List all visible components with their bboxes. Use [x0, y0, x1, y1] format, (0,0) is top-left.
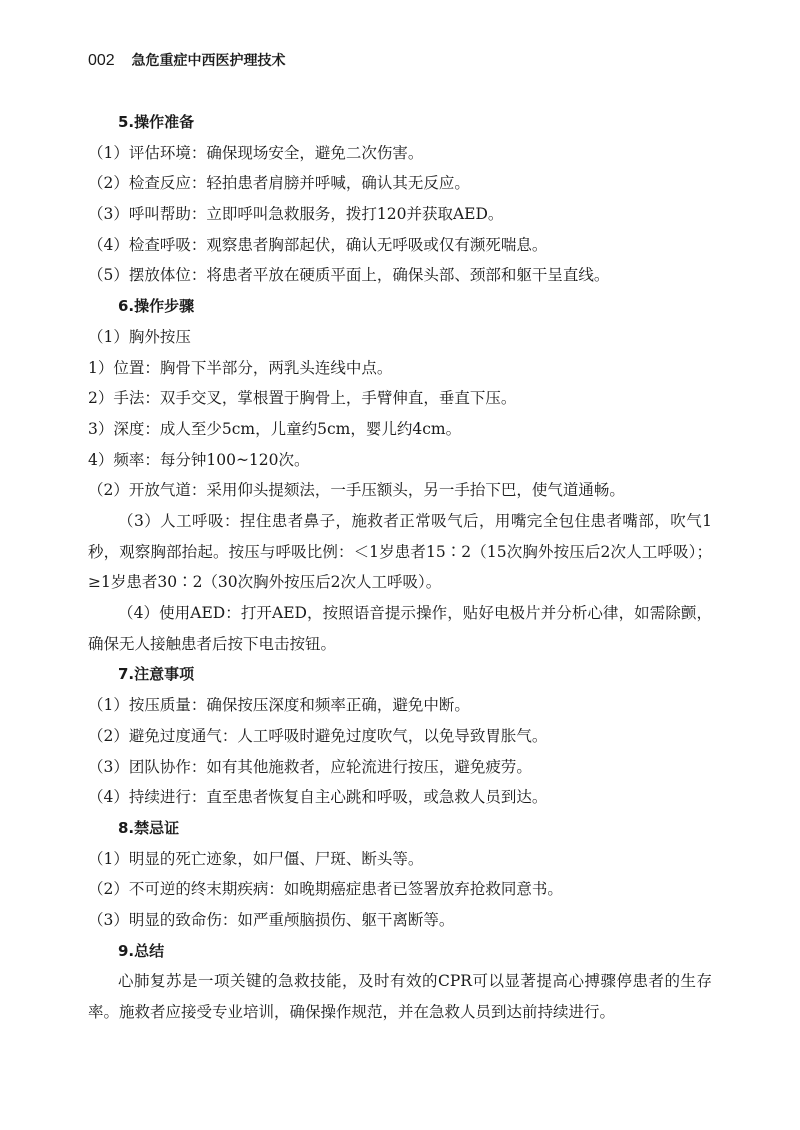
section-heading: 7.注意事项: [118, 665, 195, 684]
section-heading: 5.操作准备: [118, 113, 195, 131]
section-heading: 8.禁忌证: [118, 818, 180, 837]
paragraph: （4）使用AED：打开AED，按照语音提示操作，贴好电极片并分析心律，如需除颤，确保无人接触患者后按下电击按钮。: [88, 604, 712, 653]
page-body: [88, 107, 712, 1028]
paragraph: （1）评估环境：确保现场安全，避免二次伤害。: [88, 143, 424, 162]
paragraph: （4）检查呼吸：观察患者胸部起伏，确认无呼吸或仅有濒死喘息。: [88, 235, 548, 254]
paragraph: （1）胸外按压: [88, 327, 191, 346]
paragraph: （2）不可逆的终末期疾病：如晚期癌症患者已签署放弃抢救同意书。: [88, 880, 563, 899]
paragraph: （2）开放气道：采用仰头提颏法，一手压额头，另一手抬下巴，使气道通畅。: [88, 481, 625, 500]
paragraph: （1）按压质量：确保按压深度和频率正确，避免中断。: [88, 696, 470, 715]
paragraph: 2）手法：双手交叉，掌根置于胸骨上，手臂伸直，垂直下压。: [88, 389, 517, 408]
section-heading: 9.总结: [118, 941, 165, 960]
paragraph: （1）明显的死亡迹象，如尸僵、尸斑、断头等。: [88, 849, 424, 868]
page-number: 002: [88, 52, 115, 69]
paragraph: 心肺复苏是一项关键的急救技能，及时有效的CPR可以显著提高心搏骤停患者的生存率。施救者应接受专业培训，确保操作规范，并在急救人员到达前持续进行。: [88, 972, 712, 1022]
paragraph: （2）检查反应：轻拍患者肩膀并呼喊，确认其无反应。: [88, 174, 470, 193]
paragraph: （4）持续进行：直至患者恢复自主心跳和呼吸，或急救人员到达。: [88, 788, 548, 807]
paragraph: 3）深度：成人至少5cm，儿童约5cm，婴儿约4cm。: [88, 419, 462, 438]
page-header: [88, 50, 285, 70]
paragraph: （3）团队协作：如有其他施救者，应轮流进行按压，避免疲劳。: [88, 757, 532, 776]
paragraph: （3）呼叫帮助：立即呼叫急救服务，拨打120并获取AED。: [88, 205, 504, 224]
paragraph: （2）避免过度通气：人工呼吸时避免过度吹气，以免导致胃胀气。: [88, 726, 548, 745]
paragraph: 4）频率：每分钟100~120次。: [88, 450, 310, 469]
section-heading: 6.操作步骤: [118, 297, 195, 316]
paragraph: （3）明显的致命伤：如严重颅脑损伤、躯干离断等。: [88, 910, 455, 929]
paragraph: （3）人工呼吸：捏住患者鼻子，施救者正常吸气后，用嘴完全包住患者嘴部，吹气1秒，观察胸部抬起。按压与呼吸比例：＜1岁患者15∶2（15次胸外按压后2次人工呼吸）；≥1岁患者30∶2（30次胸外按压后2次人工呼吸）。: [88, 511, 712, 592]
book-title: 急危重症中西医护理技术: [131, 53, 286, 69]
paragraph: 1）位置：胸骨下半部分，两乳头连线中点。: [88, 358, 393, 377]
paragraph: （5）摆放体位：将患者平放在硬质平面上，确保头部、颈部和躯干呈直线。: [88, 266, 610, 285]
